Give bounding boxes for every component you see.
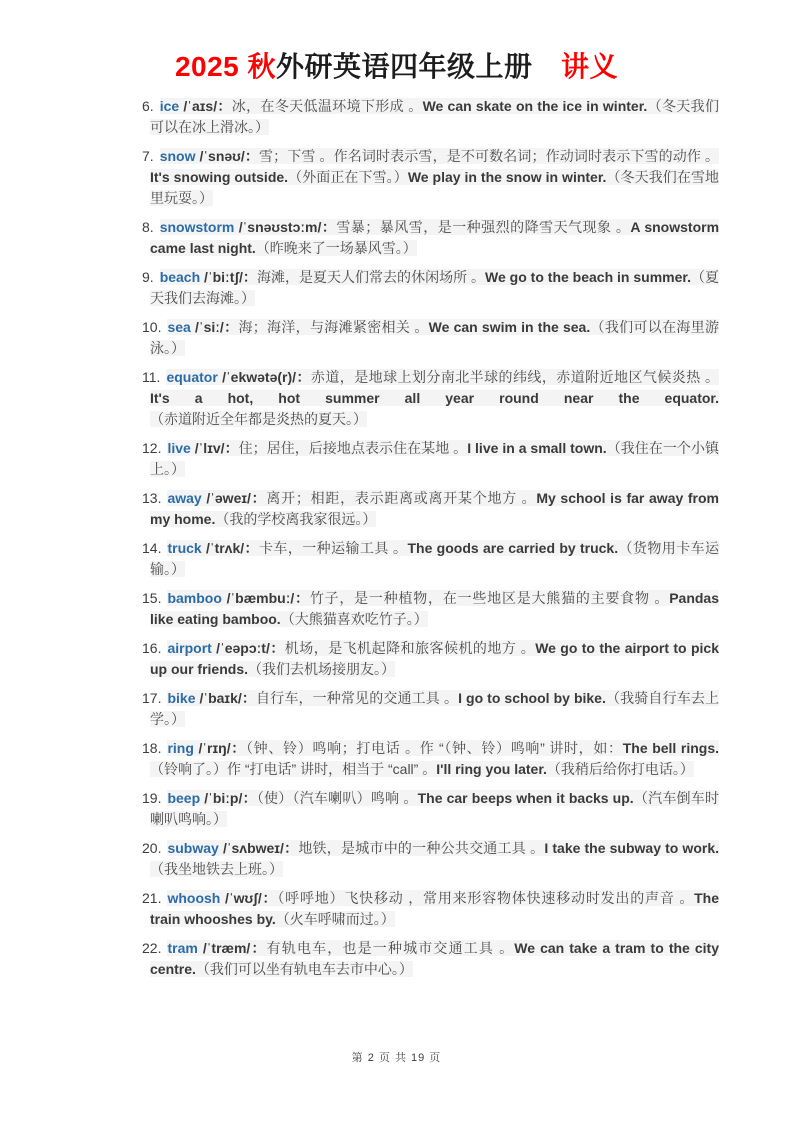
example-sentence: The train whooshes by.	[150, 890, 720, 927]
example-sentence: I live in a small town.	[467, 440, 607, 456]
chinese-explanation: （我们可以坐有轨电车去市中心。）	[195, 961, 413, 977]
item-text	[150, 890, 719, 927]
vocab-item	[142, 538, 719, 580]
phonetic-transcription: /ˈbiːp/：	[200, 790, 257, 806]
chinese-explanation: 海滩，是夏天人们常去的休闲场所 。	[256, 269, 486, 285]
item-number: 20.	[142, 840, 162, 856]
vocab-item	[142, 838, 719, 880]
vocab-word: snow	[159, 148, 196, 164]
example-sentence: Pandas like eating bamboo.	[150, 590, 720, 627]
chinese-explanation: 离开；相距，表示距离或离开某个地方 。	[266, 490, 537, 506]
item-text	[150, 440, 719, 477]
vocab-item	[142, 217, 719, 259]
vocab-word: away	[167, 490, 202, 506]
chinese-explanation: （昨晚来了一场暴风雪。）	[255, 240, 417, 256]
phonetic-transcription: /ˈekwətə(r)/：	[217, 369, 311, 385]
chinese-explanation: （我的学校离我家很远。）	[215, 511, 377, 527]
example-sentence: It's snowing outside.	[150, 169, 289, 185]
item-text	[150, 640, 719, 677]
chinese-explanation: （我们去机场接朋友。）	[248, 661, 395, 677]
phonetic-transcription: /ˈbiːtʃ/：	[200, 269, 257, 285]
item-number: 7.	[142, 148, 154, 164]
item-text	[150, 319, 719, 356]
phonetic-transcription: /ˈtræm/：	[197, 940, 267, 956]
chinese-explanation: （夏天我们去海滩。）	[150, 269, 719, 306]
vocab-word: beep	[167, 790, 201, 806]
vocab-word: ring	[167, 740, 194, 756]
item-number: 9.	[142, 269, 154, 285]
phonetic-transcription: /ˈeəpɔːt/：	[211, 640, 285, 656]
chinese-explanation: （钟、铃）鸣响；打电话 。作 “（钟、铃）鸣响” 讲时，如：	[245, 740, 623, 756]
vocab-item	[142, 638, 719, 680]
vocab-word: snowstorm	[159, 219, 235, 235]
item-number: 16.	[142, 640, 162, 656]
item-text	[150, 790, 719, 827]
chinese-explanation: 雪暴；暴风雪，是一种强烈的降雪天气现象 。	[336, 219, 631, 235]
vocab-word: bike	[167, 690, 196, 706]
vocab-word: sea	[167, 319, 191, 335]
vocab-item	[142, 888, 719, 930]
example-sentence: We can swim in the sea.	[428, 319, 591, 335]
chinese-explanation: （铃响了。）作 “打电话” 讲时，相当于 “call” 。	[150, 761, 437, 777]
vocab-word: ice	[159, 98, 180, 114]
chinese-explanation: （我骑自行车去上学。）	[150, 690, 720, 727]
vocab-item	[142, 938, 719, 980]
item-number: 22.	[142, 940, 162, 956]
vocab-item	[142, 367, 719, 430]
title-part-book-name: 外研英语四年级上册	[276, 51, 533, 82]
chinese-explanation: （我稍后给你打电话。）	[546, 761, 694, 777]
page-title	[0, 0, 793, 84]
vocab-word: bamboo	[167, 590, 222, 606]
vocab-word: truck	[167, 540, 202, 556]
phonetic-transcription: /ˈbaɪk/：	[195, 690, 257, 706]
chinese-explanation: 海；海洋，与海滩紧密相关 。	[238, 319, 429, 335]
phonetic-transcription: /ˈrɪŋ/：	[193, 740, 246, 756]
item-number: 10.	[142, 319, 162, 335]
chinese-explanation: （货物用卡车运输。）	[150, 540, 720, 577]
example-sentence: We go to the beach in summer.	[485, 269, 691, 285]
example-sentence: The car beeps when it backs up.	[417, 790, 634, 806]
chinese-explanation: （大熊猫喜欢吃竹子。）	[280, 611, 428, 627]
chinese-explanation: 地铁，是城市中的一种公共交通工具 。	[298, 840, 545, 856]
vocab-item	[142, 688, 719, 730]
vocab-word: live	[167, 440, 191, 456]
chinese-explanation: 有轨电车，也是一种城市交通工具 。	[266, 940, 515, 956]
item-number: 18.	[142, 740, 162, 756]
item-text	[150, 98, 719, 135]
chinese-explanation: 住；居住，后接地点表示住在某地 。	[238, 440, 468, 456]
vocab-word: beach	[159, 269, 201, 285]
item-number: 8.	[142, 219, 154, 235]
chinese-explanation: 自行车，一种常见的交通工具 。	[256, 690, 459, 706]
chinese-explanation: （我住在一个小镇上。）	[150, 440, 720, 477]
chinese-explanation: （赤道附近全年都是炎热的夏天。）	[150, 411, 367, 427]
phonetic-transcription: /ˈsiː/：	[190, 319, 239, 335]
item-text	[150, 369, 719, 427]
chinese-explanation: （冬天我们在雪地里玩耍。）	[150, 169, 720, 206]
item-number: 14.	[142, 540, 162, 556]
vocab-word: tram	[167, 940, 198, 956]
item-text	[150, 490, 719, 527]
vocab-word: whoosh	[167, 890, 221, 906]
title-part-handout: 讲义	[532, 51, 619, 82]
item-number: 6.	[142, 98, 154, 114]
chinese-explanation: 竹子，是一种植物，在一些地区是大熊猫的主要食物 。	[309, 590, 670, 606]
chinese-explanation: 机场，是飞机起降和旅客候机的地方 。	[284, 640, 536, 656]
item-number: 17.	[142, 690, 162, 706]
vocab-item	[142, 267, 719, 309]
phonetic-transcription: /ˈsʌbweɪ/：	[218, 840, 299, 856]
vocab-item	[142, 317, 719, 359]
item-text	[150, 690, 719, 727]
vocab-word: airport	[167, 640, 212, 656]
vocab-item	[142, 488, 719, 530]
vocab-item	[142, 438, 719, 480]
example-sentence: We can skate on the ice in winter.	[422, 98, 648, 114]
vocab-item	[142, 738, 719, 780]
example-sentence: A snowstorm came last night.	[150, 219, 720, 256]
chinese-explanation: 卡车，一种运输工具 。	[258, 540, 408, 556]
item-text	[150, 540, 719, 577]
example-sentence: I'll ring you later.	[436, 761, 547, 777]
chinese-explanation: （汽车倒车时喇叭鸣响。）	[150, 790, 720, 827]
phonetic-transcription: /ˈwʊʃ/：	[220, 890, 278, 906]
vocab-word: subway	[167, 840, 219, 856]
item-number: 13.	[142, 490, 162, 506]
example-sentence: We can take a tram to the city centre.	[150, 940, 719, 977]
title-part-year-season: 2025 秋	[174, 51, 277, 82]
example-sentence: The goods are carried by truck.	[407, 540, 619, 556]
vocab-item	[142, 588, 719, 630]
vocab-list	[142, 96, 719, 980]
example-sentence: I go to school by bike.	[458, 690, 606, 706]
example-sentence: I take the subway to work.	[544, 840, 719, 856]
chinese-explanation: （外面正在下雪。）	[288, 169, 408, 185]
item-text	[150, 740, 719, 777]
example-sentence: The bell rings.	[622, 740, 719, 756]
item-text	[150, 940, 719, 977]
item-text	[150, 269, 719, 306]
item-text	[150, 219, 719, 256]
vocab-word: equator	[166, 369, 218, 385]
phonetic-transcription: /ˈsnəʊ/：	[195, 148, 260, 164]
vocab-item	[142, 146, 719, 209]
chinese-explanation: （使）（汽车喇叭）鸣响 。	[256, 790, 418, 806]
item-text	[150, 840, 719, 877]
item-number: 19.	[142, 790, 162, 806]
page-footer: 第 2 页 共 19 页	[351, 1052, 442, 1064]
example-sentence: We go to the airport to pick up our friends.	[150, 640, 719, 677]
chinese-explanation: 雪；下雪 。作名词时表示雪，是不可数名词；作动词时表示下雪的动作 。	[259, 148, 720, 164]
phonetic-transcription: /ˈlɪv/：	[190, 440, 239, 456]
chinese-explanation: （我们可以在海里游泳。）	[150, 319, 720, 356]
example-sentence: My school is far away from my home.	[150, 490, 720, 527]
phonetic-transcription: /ˈbæmbuː/：	[221, 590, 310, 606]
vocab-item	[142, 96, 719, 138]
example-sentence: It's a hot, hot summer all year round near the equator.	[150, 390, 719, 406]
item-number: 21.	[142, 890, 162, 906]
vocab-item	[142, 788, 719, 830]
item-number: 12.	[142, 440, 162, 456]
phonetic-transcription: /ˈəweɪ/：	[201, 490, 267, 506]
phonetic-transcription: /ˈaɪs/：	[179, 98, 232, 114]
item-number: 15.	[142, 590, 162, 606]
item-text	[150, 148, 719, 206]
chinese-explanation: （我坐地铁去上班。）	[150, 861, 283, 877]
chinese-explanation: （冬天我们可以在冰上滑冰。）	[150, 98, 720, 135]
phonetic-transcription: /ˈtrʌk/：	[201, 540, 259, 556]
chinese-explanation: 冰，在冬天低温环境下形成 。	[231, 98, 423, 114]
item-text	[150, 590, 719, 627]
chinese-explanation: （呼呼地）飞快移动 ，常用来形容物体快速移动时发出的声音 。	[277, 890, 695, 906]
item-number: 11.	[142, 369, 161, 385]
phonetic-transcription: /ˈsnəʊstɔːm/：	[234, 219, 337, 235]
chinese-explanation: 赤道，是地球上划分南北半球的纬线，赤道附近地区气候炎热 。	[310, 369, 719, 385]
chinese-explanation: （火车呼啸而过。）	[275, 911, 395, 927]
example-sentence: We play in the snow in winter.	[407, 169, 607, 185]
